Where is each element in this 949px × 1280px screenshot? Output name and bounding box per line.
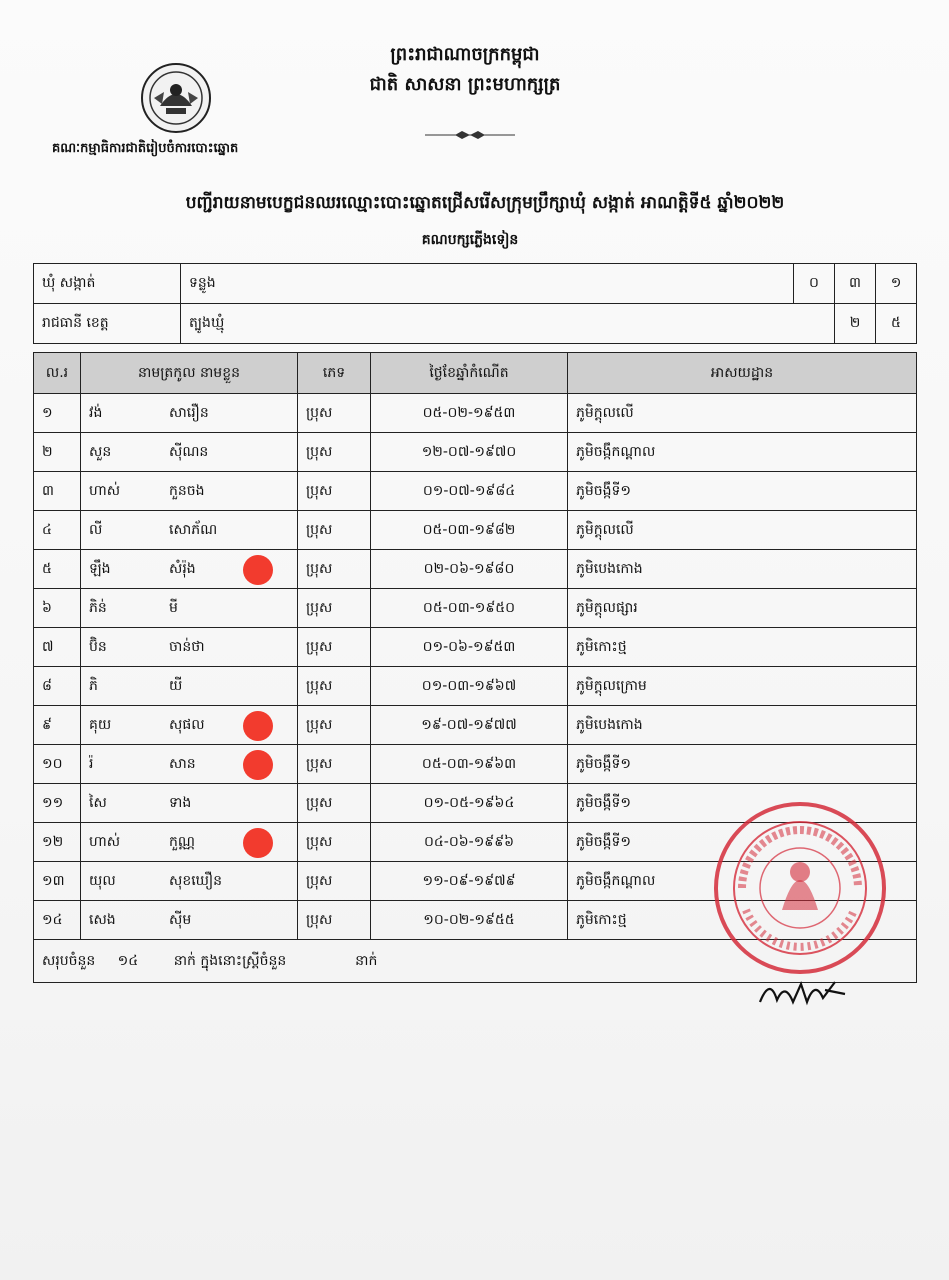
address: ភូមិចង្កឹទី១	[568, 784, 917, 823]
signature	[755, 972, 850, 1012]
red-dot-marker	[243, 711, 273, 741]
address: ភូមិបេងកោង	[568, 550, 917, 589]
red-dot-marker	[243, 555, 273, 585]
surname: លី	[89, 521, 103, 538]
address: ភូមិចង្កឹទី១	[568, 745, 917, 784]
surname: រ៉	[89, 755, 94, 772]
candidate-name	[81, 628, 298, 667]
candidate-name	[81, 667, 298, 706]
table-row	[34, 433, 917, 472]
province-value: ត្បូងឃ្មុំ	[181, 304, 835, 344]
women-unit: នាក់	[355, 952, 378, 969]
province-code-digit: ៥	[876, 304, 917, 344]
given-name: សារឿន	[169, 404, 209, 421]
candidate-name	[81, 394, 298, 433]
given-name: យី	[169, 677, 183, 694]
table-row	[34, 511, 917, 550]
total-label: សរុបចំនួន	[42, 952, 96, 969]
table-row	[34, 628, 917, 667]
people-label: នាក់ ក្នុងនោះស្ត្រីចំនួន	[173, 952, 287, 969]
province-row	[34, 304, 917, 344]
gender: ប្រុស	[298, 901, 371, 940]
given-name: សាន	[169, 755, 196, 772]
given-name: ចាន់ថា	[169, 638, 205, 655]
row-number: ១០	[34, 745, 81, 784]
row-number: ១	[34, 394, 81, 433]
candidate-name	[81, 472, 298, 511]
header-address: អាសយដ្ឋាន	[568, 353, 917, 394]
date-of-birth: ០២-០៦-១៩៨០	[371, 550, 568, 589]
province-label: រាជធានី ខេត្ត	[34, 304, 181, 344]
gender: ប្រុស	[298, 394, 371, 433]
surname: គុយ	[89, 716, 112, 733]
date-of-birth: ០១-០៥-១៩៦៤	[371, 784, 568, 823]
given-name: ស៊ីណន	[169, 443, 209, 460]
gender: ប្រុស	[298, 745, 371, 784]
surname: ភិន់	[89, 599, 107, 616]
party-name: គណបក្សភ្លើងទៀន	[421, 232, 519, 248]
row-number: ១៣	[34, 862, 81, 901]
date-of-birth: ១១-០៩-១៩៧៩	[371, 862, 568, 901]
row-number: ៩	[34, 706, 81, 745]
commune-code-digit: ១	[876, 264, 917, 304]
gender: ប្រុស	[298, 511, 371, 550]
given-name: សោភ័ណ	[169, 521, 218, 538]
date-of-birth: ១០-០២-១៩៥៥	[371, 901, 568, 940]
candidate-name	[81, 433, 298, 472]
date-of-birth: ០៤-០៦-១៩៩៦	[371, 823, 568, 862]
row-number: ៣	[34, 472, 81, 511]
address: ភូមិក្តុលលើ	[568, 511, 917, 550]
address: ភូមិកោះថ្ម	[568, 901, 917, 940]
table-row	[34, 589, 917, 628]
gender: ប្រុស	[298, 784, 371, 823]
table-header	[34, 353, 917, 394]
gender: ប្រុស	[298, 550, 371, 589]
date-of-birth: ០៥-០៣-១៩៦៣	[371, 745, 568, 784]
given-name: ស៊ីម	[169, 911, 192, 928]
commune-label: ឃុំ សង្កាត់	[34, 264, 181, 304]
election-committee-emblem	[140, 62, 212, 134]
address: ភូមិក្តុលក្រោម	[568, 667, 917, 706]
surname: សួន	[89, 443, 112, 460]
given-name: សំរ៉ុង	[169, 560, 196, 577]
committee-name: គណៈកម្មាធិការជាតិរៀបចំការបោះឆ្នោត	[52, 141, 239, 156]
kingdom-name: ព្រះរាជាណាចក្រកម្ពុជា	[390, 44, 540, 65]
gender: ប្រុស	[298, 706, 371, 745]
surname: ភិ	[89, 677, 98, 694]
date-of-birth: ០១-០៦-១៩៥៣	[371, 628, 568, 667]
candidate-name	[81, 784, 298, 823]
candidate-name	[81, 589, 298, 628]
row-number: ២	[34, 433, 81, 472]
candidate-name	[81, 550, 298, 589]
official-stamp	[712, 800, 888, 976]
candidate-name	[81, 823, 298, 862]
date-of-birth: ០៥-០៣-១៩៥០	[371, 589, 568, 628]
commune-code-digit: ០	[794, 264, 835, 304]
surname: វង់	[89, 404, 103, 421]
gender: ប្រុស	[298, 862, 371, 901]
row-number: ៥	[34, 550, 81, 589]
candidate-name	[81, 706, 298, 745]
surname: សេង	[89, 911, 116, 928]
date-of-birth: ០១-០៣-១៩៦៧	[371, 667, 568, 706]
candidate-name	[81, 901, 298, 940]
row-number: ៨	[34, 667, 81, 706]
row-number: ៧	[34, 628, 81, 667]
commune-row	[34, 264, 917, 304]
table-row	[34, 550, 917, 589]
gender: ប្រុស	[298, 589, 371, 628]
address: ភូមិចង្កឹទី១	[568, 823, 917, 862]
surname: ហាស់	[89, 833, 121, 850]
row-number: ១១	[34, 784, 81, 823]
header-name: នាមត្រកូល នាមខ្លួន	[81, 353, 298, 394]
gender: ប្រុស	[298, 823, 371, 862]
commune-value: ទន្លូង	[181, 264, 794, 304]
ornament-divider	[425, 130, 515, 140]
address: ភូមិកោះថ្ម	[568, 628, 917, 667]
given-name: មី	[169, 599, 178, 616]
candidate-name	[81, 511, 298, 550]
gender: ប្រុស	[298, 667, 371, 706]
address: ភូមិចង្កឹទី១	[568, 472, 917, 511]
location-table	[33, 263, 917, 344]
header-dob: ថ្ងៃខែឆ្នាំកំណើត	[371, 353, 568, 394]
total-value: ១៤	[117, 952, 139, 969]
candidate-name	[81, 862, 298, 901]
gender: ប្រុស	[298, 433, 371, 472]
header-gender: ភេទ	[298, 353, 371, 394]
address: ភូមិក្តុលលើ	[568, 394, 917, 433]
row-number: ១៤	[34, 901, 81, 940]
date-of-birth: ០៥-០៣-១៩៨២	[371, 511, 568, 550]
given-name: សុខឃឿន	[169, 872, 223, 889]
given-name: កួណ្ណ	[169, 833, 195, 850]
table-row	[34, 667, 917, 706]
table-row	[34, 394, 917, 433]
date-of-birth: ១៩-០៧-១៩៧៧	[371, 706, 568, 745]
candidate-name	[81, 745, 298, 784]
commune-code-digit: ៣	[835, 264, 876, 304]
surname: ហាស់	[89, 482, 121, 499]
date-of-birth: ១២-០៧-១៩៧០	[371, 433, 568, 472]
row-number: ៦	[34, 589, 81, 628]
header-no: ល.រ	[34, 353, 81, 394]
table-row	[34, 706, 917, 745]
given-name: ទាង	[169, 794, 192, 811]
surname: ប៊ិន	[89, 638, 107, 655]
surname: ឡឹង	[89, 560, 111, 577]
date-of-birth: ០១-០៧-១៩៨៤	[371, 472, 568, 511]
kingdom-header	[300, 40, 630, 100]
row-number: ១២	[34, 823, 81, 862]
address: ភូមិចង្កឹកណ្តាល	[568, 862, 917, 901]
red-dot-marker	[243, 828, 273, 858]
surname: យុល	[89, 872, 116, 889]
document-title: បញ្ជីរាយនាមបេក្ខជនឈរឈ្មោះបោះឆ្នោតជ្រើសរើសក្រុមប្រឹក្សាឃុំ សង្កាត់ អាណត្តិទី៥ ឆ្នាំ២០២២	[185, 193, 785, 213]
given-name: សុផល	[169, 716, 205, 733]
date-of-birth: ០៥-០២-១៩៥៣	[371, 394, 568, 433]
address: ភូមិចង្កឹកណ្តាល	[568, 433, 917, 472]
table-row	[34, 472, 917, 511]
row-number: ៤	[34, 511, 81, 550]
surname: សៃ	[89, 794, 107, 811]
address: ភូមិបេងកោង	[568, 706, 917, 745]
national-motto: ជាតិ សាសនា ព្រះមហាក្សត្រ	[369, 74, 561, 95]
address: ភូមិក្តុលផ្សារ	[568, 589, 917, 628]
table-row	[34, 745, 917, 784]
gender: ប្រុស	[298, 628, 371, 667]
red-dot-marker	[243, 750, 273, 780]
province-code-digit: ២	[835, 304, 876, 344]
given-name: កួនចង	[169, 482, 205, 499]
gender: ប្រុស	[298, 472, 371, 511]
